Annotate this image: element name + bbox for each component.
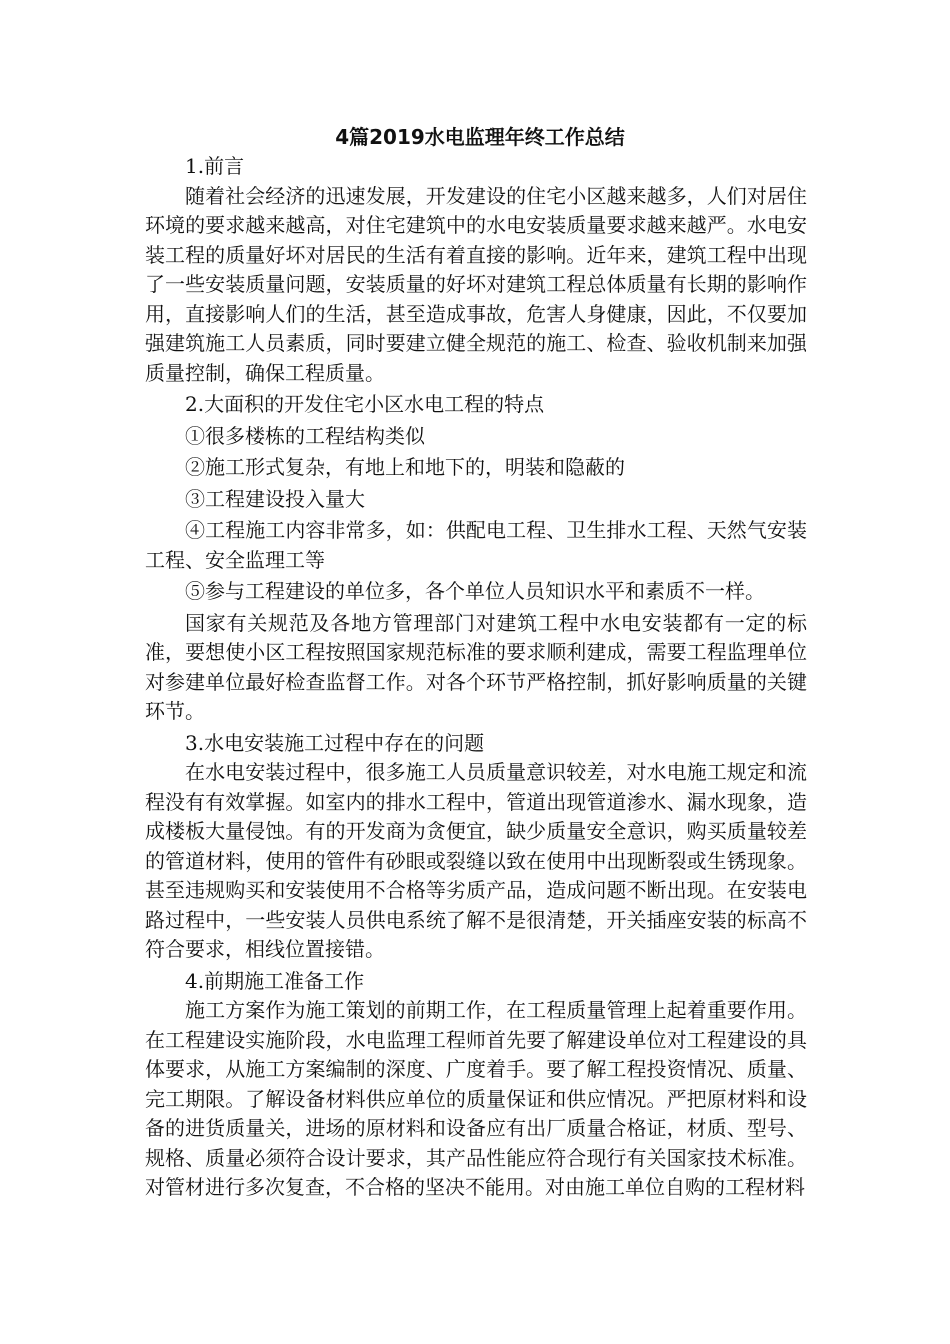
section-paragraph-2: 国家有关规范及各地方管理部门对建筑工程中水电安装都有一定的标准，要想使小区工程按照国家规范标准的要求顺利建成，需要工程监理单位对参建单位最好检查监督工作。对各个环节严格控制，抓好影响质量的关键环节。 [145, 610, 807, 723]
list-item: ②施工形式复杂，有地上和地下的，明装和隐蔽的 [185, 455, 625, 479]
document-title: 4篇2019水电监理年终工作总结 [335, 125, 625, 149]
section-heading-4: 4.前期施工准备工作 [185, 968, 365, 993]
list-item: ⑤参与工程建设的单位多，各个单位人员知识水平和素质不一样。 [185, 579, 765, 603]
section-paragraph-3: 在水电安装过程中，很多施工人员质量意识较差，对水电施工规定和流程没有有效掌握。如室内的排水工程中，管道出现管道渗水、漏水现象，造成楼板大量侵蚀。有的开发商为贪便宜，缺少质量安全意识，购买质量较差的管道材料，使用的管件有砂眼或裂缝以致在使用中出现断裂或生锈现象。甚至违规购买和安装使用不合格等劣质产品，造成问题不断出现。在安装电路过程中，一些安装人员供电系统了解不是很清楚，开关插座安装的标高不符合要求，相线位置接错。 [145, 760, 807, 961]
section-heading-2: 2.大面积的开发住宅小区水电工程的特点 [185, 392, 545, 416]
list-item: ①很多楼栋的工程结构类似 [185, 423, 425, 448]
list-item: ③工程建设投入量大 [185, 486, 365, 511]
document-body [145, 122, 807, 1203]
section-paragraph-4: 施工方案作为施工策划的前期工作，在工程质量管理上起着重要作用。在工程建设实施阶段，水电监理工程师首先要了解建设单位对工程建设的具体要求，从施工方案编制的深度、广度着手。要了解工程投资情况、质量、完工期限。了解设备材料供应单位的质量保证和供应情况。严把原材料和设备的进货质量关，进场的原材料和设备应有出厂质量合格证，材质、型号、规格、质量必须符合设计要求，其产品性能应符合现行有关国家技术标准。对管材进行多次复查，不合格的坚决不能用。对由施工单位自购的工程材料 [145, 998, 807, 1199]
list-item: ④工程施工内容非常多，如：供配电工程、卫生排水工程、天然气安装工程、安全监理工等 [145, 518, 807, 572]
section-heading-3: 3.水电安装施工过程中存在的问题 [185, 730, 485, 755]
section-heading-1: 1.前言 [185, 154, 245, 178]
section-paragraph-1: 随着社会经济的迅速发展，开发建设的住宅小区越来越多，人们对居住环境的要求越来越高，对住宅建筑中的水电安装质量要求越来越严。水电安装工程的质量好坏对居民的生活有着直接的影响。近年来，建筑工程中出现了一些安装质量问题，安装质量的好坏对建筑工程总体质量有长期的影响作用，直接影响人们的生活，甚至造成事故，危害人身健康，因此，不仅要加强建筑施工人员素质，同时要建立健全规范的施工、检查、验收机制来加强质量控制，确保工程质量。 [145, 183, 807, 385]
